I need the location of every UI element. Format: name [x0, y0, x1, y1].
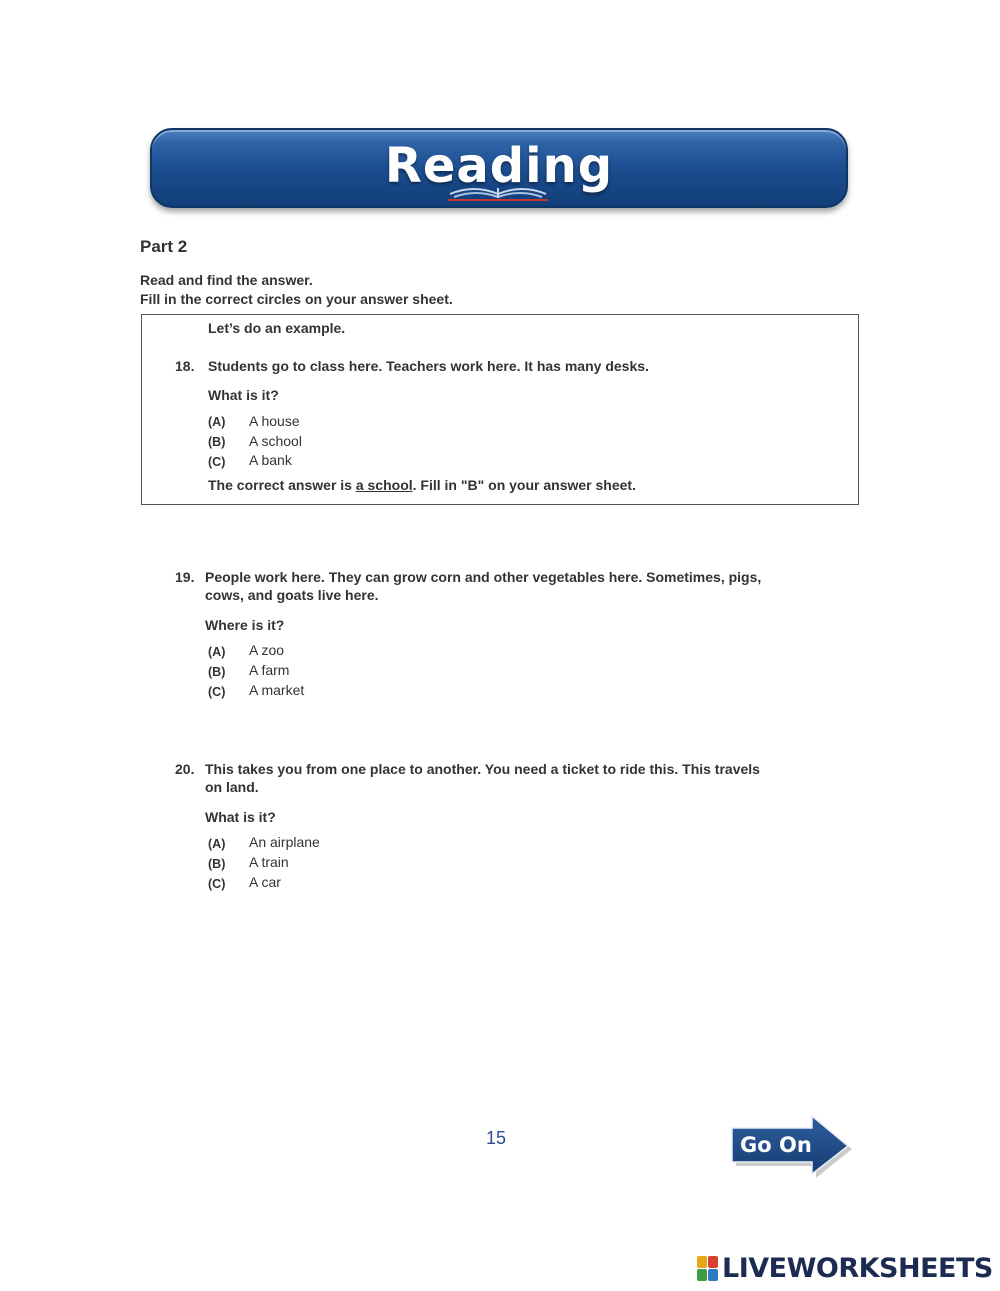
q20-option-a-letter: (A) — [208, 837, 226, 851]
q20-option-c-letter: (C) — [208, 877, 226, 891]
example-option-a[interactable]: A house — [249, 413, 300, 429]
q19-option-b-letter: (B) — [208, 665, 226, 679]
question-19-prompt-line-2: cows, and goats live here. — [205, 587, 379, 603]
open-book-icon — [446, 180, 550, 202]
example-option-c-letter: (C) — [208, 455, 226, 469]
page-number: 15 — [486, 1128, 507, 1148]
question-20-prompt-line-2: on land. — [205, 779, 259, 795]
example-option-b[interactable]: A school — [249, 433, 302, 449]
example-question: What is it? — [208, 387, 279, 403]
part-title: Part 2 — [140, 237, 188, 256]
q20-option-b[interactable]: A train — [249, 854, 289, 870]
question-number-19: 19. — [175, 569, 195, 585]
instruction-line-1: Read and find the answer. — [140, 272, 313, 288]
q19-option-a[interactable]: A zoo — [249, 642, 285, 658]
q20-option-c[interactable]: A car — [249, 874, 281, 890]
q20-option-b-letter: (B) — [208, 857, 226, 871]
q19-option-a-letter: (A) — [208, 645, 226, 659]
example-option-a-letter: (A) — [208, 415, 226, 429]
example-option-c[interactable]: A bank — [249, 452, 292, 468]
q19-option-c[interactable]: A market — [249, 682, 305, 698]
question-number-18: 18. — [175, 358, 195, 374]
question-20-question: What is it? — [205, 809, 276, 825]
question-19-question: Where is it? — [205, 617, 285, 633]
q19-option-c-letter: (C) — [208, 685, 226, 699]
example-answer-suffix: . Fill in "B" on your answer sheet. — [412, 477, 636, 493]
question-20-prompt-line-1: This takes you from one place to another. You need a ticket to ride this. This travels — [205, 761, 760, 777]
example-answer-value: a school — [355, 477, 413, 493]
example-intro: Let’s do an example. — [208, 320, 346, 336]
banner-title: Reading — [384, 138, 614, 194]
q20-option-a[interactable]: An airplane — [249, 834, 320, 850]
example-answer — [208, 477, 636, 493]
example-option-b-letter: (B) — [208, 435, 226, 449]
go-on-label[interactable]: Go On — [740, 1133, 812, 1157]
example-answer-prefix: The correct answer is — [208, 477, 356, 493]
liveworksheets-logo-icon — [697, 1256, 719, 1282]
question-19-prompt-line-1: People work here. They can grow corn and other vegetables here. Sometimes, pigs, — [205, 569, 762, 585]
instruction-line-2: Fill in the correct circles on your answer sheet. — [140, 291, 453, 307]
q19-option-b[interactable]: A farm — [249, 662, 290, 678]
question-number-20: 20. — [175, 761, 195, 777]
example-prompt: Students go to class here. Teachers work here. It has many desks. — [208, 358, 649, 374]
liveworksheets-brand: LIVEWORKSHEETS — [722, 1253, 993, 1284]
